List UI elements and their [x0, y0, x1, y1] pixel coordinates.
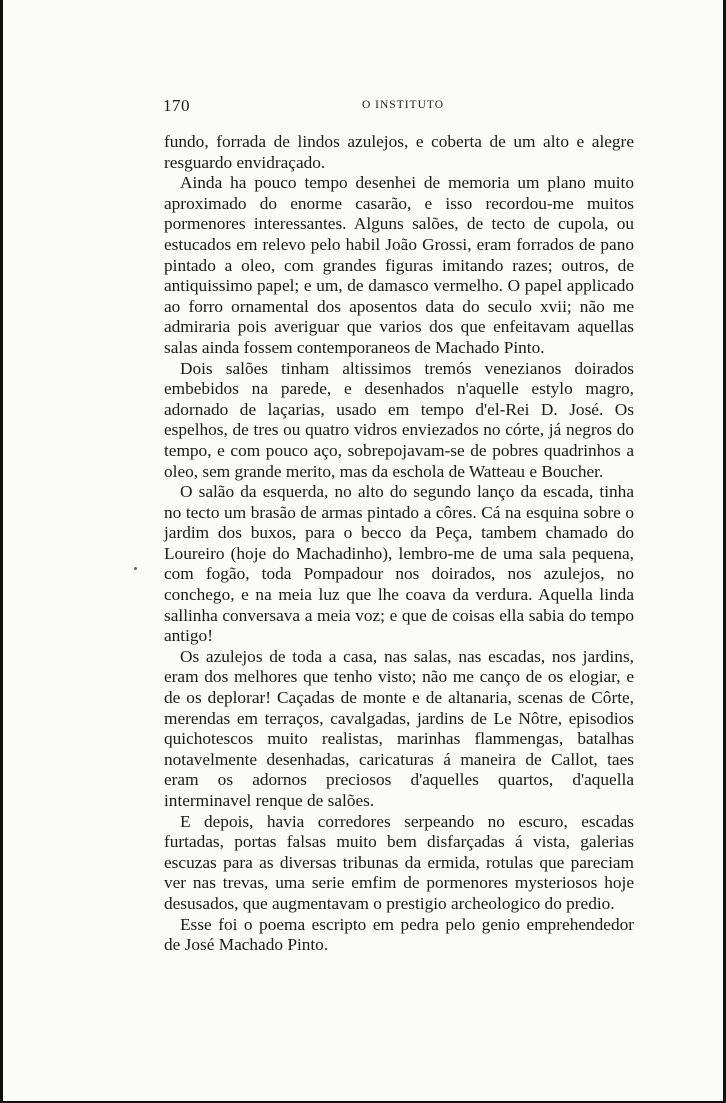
paragraph: Esse foi o poema escripto em pedra pelo genio emprehendedor de José Machado Pinto.	[164, 914, 634, 955]
paragraph: Os azulejos de toda a casa, nas salas, nas escadas, nos jardins, eram dos melhores que tenho visto; não me canço de os elogiar, e de os deplorar! Caçadas de monte e de altanaria, scenas de Côrte, merendas em terraços, cavalgadas, jardins de Le Nôtre, episodios quichotescos muito realistas, marinhas flammengas, batalhas notavelmente desenhadas, caricaturas á maneira de Callot, taes eram os adornos preciosos d'aquelles quartos, d'aquella interminavel renque de salões.	[164, 646, 634, 810]
paragraph: E depois, havia corredores serpeando no escuro, escadas furtadas, portas falsas muito bem disfarçadas á vista, galerias escuzas para as diversas tribunas da ermida, rotulas que pareciam ver nas trevas, uma serie emfim de pormenores mysteriosos hoje desusados, que augmentavam o prestigio archeologico do predio.	[164, 811, 634, 913]
running-head	[163, 96, 633, 118]
paragraph-continuation: fundo, forrada de lindos azulejos, e coberta de um alto e alegre resguardo envidraçado.	[164, 132, 634, 172]
margin-speck	[134, 567, 137, 570]
paragraph: Dois salões tinham altissimos tremós venezianos doirados embebidos na parede, e desenhados n'aquelle estylo magro, adornado de laçarias, usado em tempo d'el-Rei D. José. Os espelhos, de tres ou quatro vidros enviezados no córte, já negros do tempo, e com pouco aço, sobrepojavam-se de pobres quadrinhos a oleo, sem grande merito, mas da eschola de Watteau e Boucher.	[164, 358, 634, 481]
page-number: 170	[163, 96, 190, 115]
paragraph: Ainda ha pouco tempo desenhei de memoria um plano muito aproximado do enorme casarão, e isso recordou-me muitos pormenores interessantes. Alguns salões, de tecto de cupola, ou estucados em relevo pelo habil João Grossi, eram forrados de pano pintado a oleo, com grandes figuras imitando razes; outros, de antiquissimo papel; e um, de damasco vermelho. O papel applicado ao forro ornamental dos aposentos data do seculo xvii; não me admiraria pois averiguar que varios dos que enfeitavam aquellas salas ainda fossem contemporaneos de Machado Pinto.	[164, 173, 634, 357]
journal-title: O INSTITUTO	[361, 99, 445, 111]
body-text	[164, 132, 634, 956]
paragraph: O salão da esquerda, no alto do segundo lanço da escada, tinha no tecto um brasão de armas pintado a côres. Cá na esquina sobre o jardim dos buxos, para o becco da Peça, tambem chamado do Loureiro (hoje do Machadinho), lembro-me de uma sala pequena, com fogão, toda Pompadour nos doirados, nos azulejos, no conchego, e na meia luz que lhe coava da verdura. Aquella linda sallinha conversava a meia voz; e que de coisas ella sabia do tempo antigo!	[164, 482, 634, 646]
